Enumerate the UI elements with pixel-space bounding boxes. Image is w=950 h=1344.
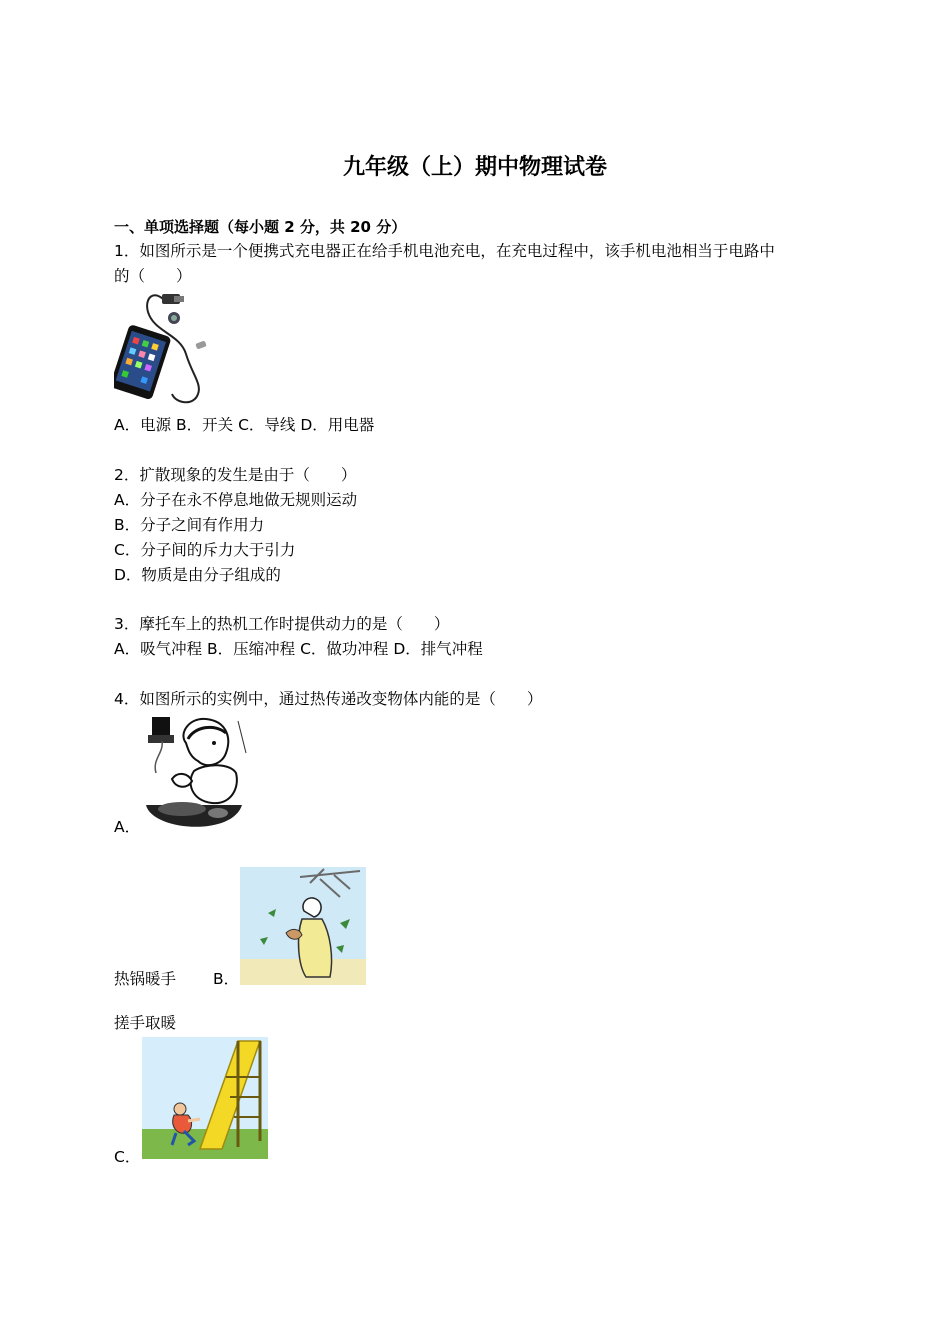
question-2-option-d: D．物质是由分子组成的 [114,566,281,584]
question-4-option-c-label: C． [114,1148,141,1166]
hot-pot-hand-warming-illustration [142,713,248,833]
question-2-option-b: B．分子之间有作用力 [114,516,265,534]
question-1-options: A．电源 B．开关 C．导线 D．用电器 [114,416,375,434]
page-title: 九年级（上）期中物理试卷 [342,155,607,180]
slide-illustration [142,1037,268,1159]
question-1-stem-line-1: 1．如图所示是一个便携式充电器正在给手机电池充电，在充电过程中，该手机电池相当于电路中 [114,242,775,260]
question-4-option-a-label: A． [114,818,141,836]
rubbing-hands-illustration [240,867,366,985]
question-2-option-a: A．分子在永不停息地做无规则运动 [114,491,358,509]
question-4-option-b-label: B． [213,970,240,988]
question-3-options: A．吸气冲程 B．压缩冲程 C．做功冲程 D．排气冲程 [114,640,483,658]
question-4-stem: 4．如图所示的实例中，通过热传递改变物体内能的是（ ） [114,690,543,708]
section-heading: 一、单项选择题（每小题 2 分，共 20 分） [114,218,407,236]
question-2-stem: 2．扩散现象的发生是由于（ ） [114,466,357,484]
phone-charger-illustration [114,286,218,410]
question-2-option-c: C．分子间的斥力大于引力 [114,541,296,559]
question-1-stem-line-2: 的（ ） [114,267,192,285]
question-3-stem: 3．摩托车上的热机工作时提供动力的是（ ） [114,615,450,633]
question-4-option-b-caption: 搓手取暖 [114,1014,177,1032]
question-4-option-a-caption: 热锅暖手 [114,970,177,988]
